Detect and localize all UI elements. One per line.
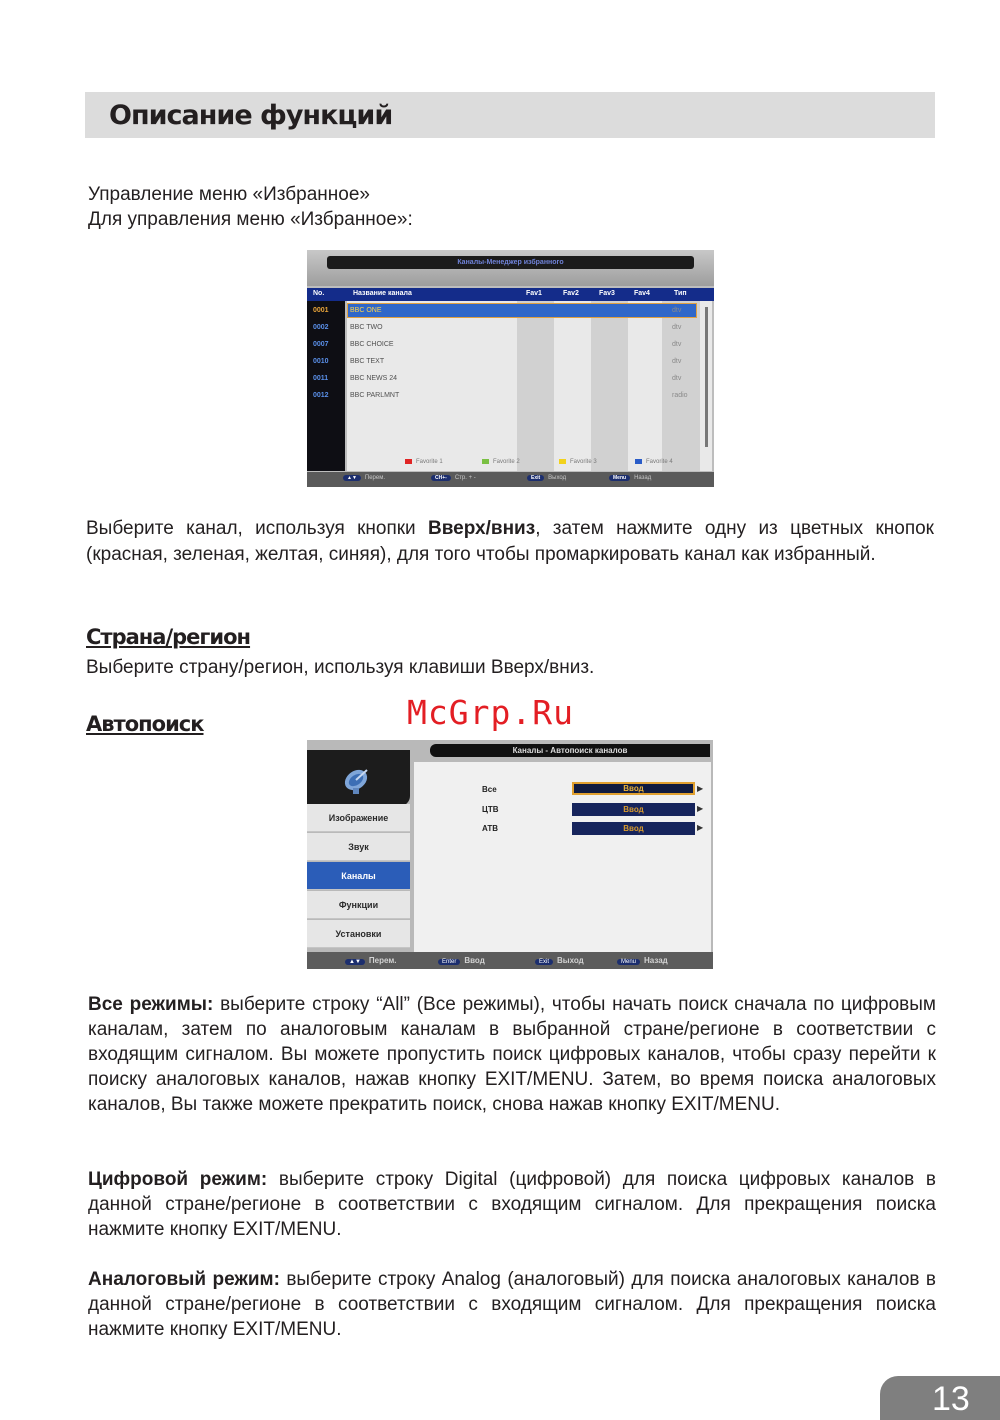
enter-atv-button[interactable]: Ввод: [572, 822, 695, 835]
autosearch-screenshot: [307, 740, 713, 969]
yellow-swatch-icon: [559, 459, 566, 464]
legend-favorite-3: Favorite 3: [559, 459, 597, 465]
screen-top-bar: [307, 250, 714, 286]
col-header: Название канала: [353, 290, 412, 297]
table-row[interactable]: 0007 BBC CHOICE dtv: [313, 341, 682, 348]
screen-footer: [307, 472, 714, 487]
legend-favorite-2: Favorite 2: [482, 459, 520, 465]
col-header: Fav1: [526, 290, 542, 297]
satellite-dish-icon: [341, 764, 375, 796]
green-swatch-icon: [482, 459, 489, 464]
red-swatch-icon: [405, 459, 412, 464]
row-label-all: Все: [482, 785, 497, 794]
arrow-right-icon: ▶: [697, 804, 704, 813]
col-header: Fav4: [634, 290, 650, 297]
all-modes-paragraph: Все режимы: выберите строку “All” (Все режимы), чтобы начать поиск сначала по цифровым каналам, затем по аналоговым каналам в выбранной стране/регионе в соответствии с входящим сигналом. Вы можете пропустить поиск цифровых каналов, чтобы сразу перейти к поиску аналоговых каналов, нажав кнопку EXIT/MENU. Затем, во время поиска аналоговых каналов, Вы также можете прекратить поиск, снова нажав кнопку EXIT/MENU.: [88, 994, 936, 1115]
col-header: No.: [313, 290, 325, 297]
screen-title: Каналы - Автопоиск каналов: [430, 744, 710, 757]
enter-dtv-button[interactable]: Ввод: [572, 803, 695, 816]
favorites-instructions: Выберите канал, используя кнопки Вверх/вниз, затем нажмите одну из цветных кнопок (красная, зеленая, желтая, синяя), для того чтобы промаркировать канал как избранный.: [86, 518, 934, 565]
menu-item-functions[interactable]: Функции: [307, 891, 410, 919]
page-number: 13: [932, 1380, 970, 1418]
autosearch-heading: Автопоиск: [86, 712, 204, 736]
intro-line-1: Управление меню «Избранное»: [88, 184, 370, 205]
legend-favorite-4: Favorite 4: [635, 459, 673, 465]
legend-favorite-1: Favorite 1: [405, 459, 443, 465]
favorites-manager-screenshot: [307, 250, 714, 487]
menu-item-sound[interactable]: Звук: [307, 833, 410, 861]
table-row[interactable]: 0010 BBC TEXT dtv: [313, 358, 682, 365]
analog-mode-paragraph: Аналоговый режим: выберите строку Analog (аналоговый) для поиска аналоговых каналов в данной стране/регионе в соответствии с входящим сигналом. Для прекращения поиска нажмите кнопку EXIT/MENU.: [88, 1269, 936, 1340]
screen-title: Каналы-Менеджер избранного: [327, 256, 694, 269]
hint-exit: Exit Выход: [535, 956, 584, 965]
row-label-atv: АТВ: [482, 824, 499, 833]
table-header: [307, 288, 714, 301]
menu-item-channels[interactable]: Каналы: [307, 862, 410, 890]
menu-item-picture[interactable]: Изображение: [307, 804, 410, 832]
hint-menu: Menu Назад: [609, 475, 651, 481]
logo-panel: [307, 750, 410, 806]
hint-menu: Menu Назад: [617, 956, 668, 965]
hint-exit: Exit Выход: [527, 475, 566, 481]
scrollbar[interactable]: [705, 307, 708, 447]
table-row[interactable]: 0002 BBC TWO dtv: [313, 324, 682, 331]
table-row[interactable]: 0001 BBC ONE dtv: [307, 303, 714, 320]
enter-all-button[interactable]: Ввод: [572, 782, 695, 795]
arrow-right-icon: ▶: [697, 823, 704, 832]
hint-enter: Enter Ввод: [438, 956, 485, 965]
hint-move: ▲▼ Перем.: [343, 475, 385, 481]
intro-line-2: Для управления меню «Избранное»:: [88, 209, 413, 230]
country-text: Выберите страну/регион, используя клавиши Вверх/вниз.: [86, 657, 595, 678]
screen-footer: [307, 952, 713, 969]
table-row[interactable]: 0011 BBC NEWS 24 dtv: [313, 375, 682, 382]
col-header: Fav2: [563, 290, 579, 297]
hint-page: CH+- Стр. + -: [431, 475, 476, 481]
col-header: Тип: [674, 290, 687, 297]
digital-mode-paragraph: Цифровой режим: выберите строку Digital (цифровой) для поиска цифровых каналов в данной стране/регионе в соответствии с входящим сигналом. Для прекращения поиска нажмите кнопку EXIT/MENU.: [88, 1169, 936, 1240]
menu-item-settings[interactable]: Установки: [307, 920, 410, 948]
arrow-right-icon: ▶: [697, 784, 704, 793]
hint-move: ▲▼ Перем.: [345, 956, 396, 965]
col-header: Fav3: [599, 290, 615, 297]
row-label-dtv: ЦТВ: [482, 805, 499, 814]
table-row[interactable]: 0012 BBC PARLMNT radio: [313, 392, 688, 399]
watermark: McGrp.Ru: [407, 693, 574, 732]
page-number-tab: [880, 1376, 1000, 1420]
section-title: Описание функций: [109, 100, 393, 131]
section-header: [85, 92, 935, 138]
blue-swatch-icon: [635, 459, 642, 464]
country-heading: Страна/регион: [86, 625, 251, 649]
